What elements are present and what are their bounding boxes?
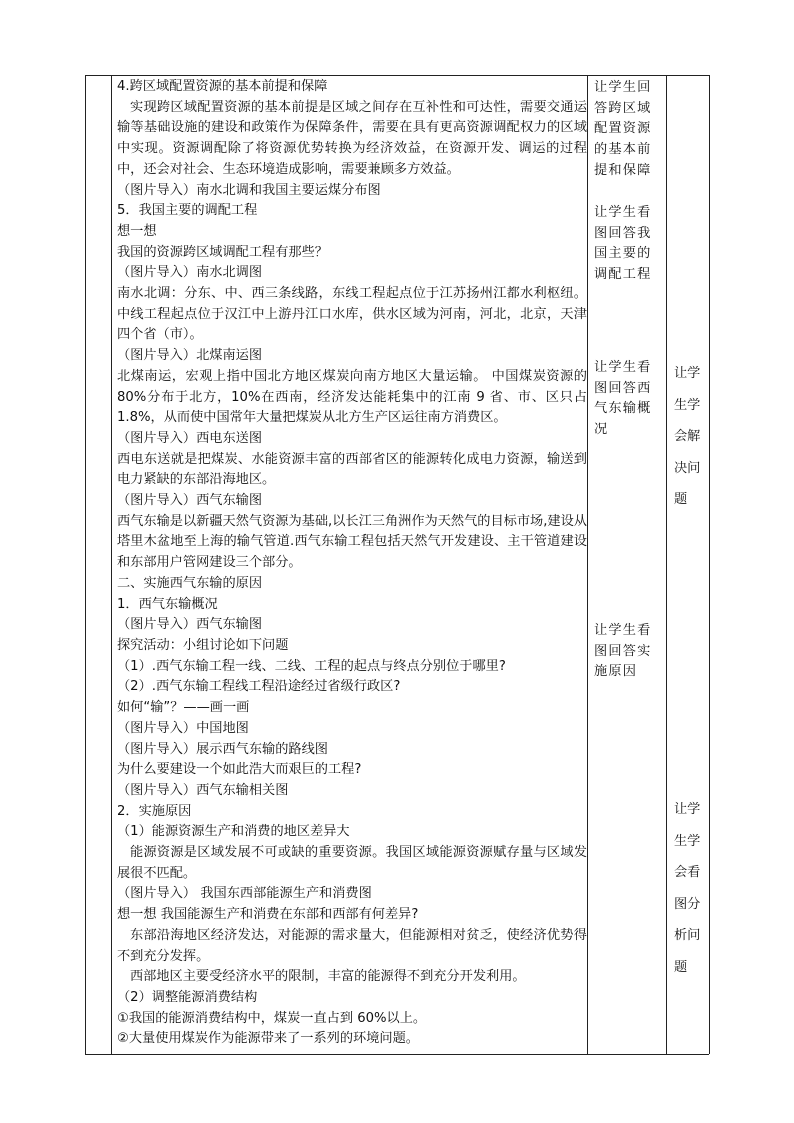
note-line: 生学 [674, 833, 701, 849]
content-line: 5．我国主要的调配工程 [117, 203, 258, 219]
content-line: （2）调整能源消费结构 [117, 989, 258, 1005]
note-line: 会看 [674, 865, 701, 881]
table-bottom-border [85, 1054, 709, 1055]
student-activity-note-2 [594, 203, 662, 286]
note-line: 图回答实 [594, 643, 652, 659]
content-line: 想一想 [117, 223, 157, 239]
content-line: 我国的资源跨区域调配工程有那些？ [117, 244, 328, 260]
content-line: 想一想 我国能源生产和消费在东部和西部有何差异? [117, 907, 419, 923]
content-line: 北煤南运，宏观上指中国北方地区煤炭向南方地区大量运输。 中国煤炭资源的80%分布于北方，10%在西南，经济发达能耗集中的江南 9 省、市、区只占 1.8%，从而使中国常年大量把煤炭从北方生产区运往南方消费区。 [117, 368, 587, 426]
content-line: （图片导入）西电东送图 [117, 430, 263, 446]
content-line: （图片导入）中国地图 [117, 720, 249, 736]
table-border-left [85, 75, 86, 1054]
content-line: 4.跨区域配置资源的基本前提和保障 [117, 79, 328, 94]
content-line: 二、实施西气东输的原因 [117, 575, 263, 591]
table-top-border [85, 75, 709, 76]
content-line: 2．实施原因 [117, 803, 192, 819]
note-line: 让学生看 [594, 623, 652, 638]
note-line: 况 [594, 422, 609, 438]
note-line: 气东输概 [594, 401, 652, 417]
content-line: （图片导入）展示西气东输的路线图 [117, 741, 328, 757]
note-line: 决问 [674, 460, 701, 476]
content-line: （图片导入）西气东输图 [117, 493, 263, 509]
content-line: 实现跨区域配置资源的基本前提是区域之间存在互补性和可达性，需要交通运输等基础设施的建设和政策作为保障条件，需要在具有更高资源调配权力的区域中实现。资源调配除了将资源优势转换为经济效益，在资源开发、调运的过程中，还会对社会、生态环境造成影响，需要兼顾多方效益。 [117, 99, 587, 177]
content-line: （图片导入）西气东输图 [117, 617, 263, 633]
note-line: 让学生回 [594, 80, 652, 95]
content-line: （1）能源资源生产和消费的地区差异大 [117, 824, 350, 840]
content-line: 能源资源是区域发展不可或缺的重要资源。我国区域能源资源赋存量与区域发展很不匹配。 [117, 845, 587, 881]
content-line: （图片导入）南水北调和我国主要运煤分布图 [117, 182, 381, 198]
note-line: 题 [674, 959, 688, 975]
content-line: 西气东输是以新疆天然气资源为基础,以长江三角洲作为天然气的目标市场,建设从塔里木盆地至上海的输气管道.西气东输工程包括天然气开发建设、主干管道建设和东部用户管网建设三个部分。 [117, 513, 587, 571]
content-line: （图片导入）西气东输相关图 [117, 782, 289, 798]
note-line: 让学生看 [594, 205, 652, 220]
design-intent-note-2 [674, 794, 704, 984]
note-line: 让学 [674, 366, 701, 381]
note-line: 国主要的 [594, 246, 652, 262]
note-line: 图回答我 [594, 225, 652, 241]
content-line: 如何“输”？——画一画 [117, 700, 250, 716]
content-line: （图片导入） 我国东西部能源生产和消费图 [117, 886, 372, 902]
table-border-2 [111, 75, 112, 1054]
student-activity-note-3 [594, 358, 662, 441]
note-line: 答跨区域 [594, 100, 652, 116]
content-line: （图片导入）南水北调图 [117, 265, 263, 281]
design-intent-note-1 [674, 358, 704, 516]
note-line: 调配工程 [594, 267, 652, 283]
content-line: 东部沿海地区经济发达，对能源的需求量大，但能源相对贫乏，使经济优势得不到充分发挥。 [117, 927, 587, 964]
teaching-content-cell [117, 77, 587, 1050]
student-activity-note-4 [594, 621, 662, 683]
content-line: 1．西气东输概况 [117, 596, 218, 612]
note-line: 的基本前 [594, 142, 652, 158]
content-line: （2）.西气东输工程线工程沿途经过省级行政区? [117, 679, 401, 695]
content-line: 西部地区主要受经济水平的限制，丰富的能源得不到充分开发利用。 [130, 969, 526, 985]
content-line: ②大量使用煤炭作为能源带来了一系列的环境问题。 [117, 1031, 419, 1047]
note-line: 图分 [674, 896, 701, 912]
note-line: 析问 [674, 928, 701, 944]
content-line: （图片导入）北煤南运图 [117, 348, 263, 364]
content-line: ①我国的能源消费结构中，煤炭一直占到 60%以上。 [117, 1010, 427, 1026]
note-line: 让学生看 [594, 360, 652, 375]
note-line: 施原因 [594, 664, 638, 680]
note-line: 配置资源 [594, 121, 652, 137]
table-border-4 [666, 75, 667, 1054]
note-line: 会解 [674, 429, 701, 445]
student-activity-note-1 [594, 78, 662, 182]
note-line: 提和保障 [594, 162, 652, 178]
content-line: 为什么要建设一个如此浩大而艰巨的工程? [117, 762, 362, 778]
content-line: 南水北调：分东、中、西三条线路，东线工程起点位于江苏扬州江都水利枢纽。中线工程起点位于汉江中上游丹江口水库，供水区域为河南，河北，北京，天津四个省（市）。 [117, 286, 587, 343]
note-line: 图回答西 [594, 380, 652, 396]
table-border-right [709, 75, 710, 1054]
content-line: 探究活动：小组讨论如下问题 [117, 637, 289, 653]
content-line: 西电东送就是把煤炭、水能资源丰富的西部省区的能源转化成电力资源，输送到电力紧缺的东部沿海地区。 [117, 451, 587, 488]
table-border-3 [587, 75, 588, 1054]
note-line: 题 [674, 492, 688, 508]
note-line: 让学 [674, 802, 701, 817]
note-line: 生学 [674, 397, 701, 413]
content-line: （1）.西气东输工程一线、二线、工程的起点与终点分别位于哪里? [117, 658, 506, 674]
